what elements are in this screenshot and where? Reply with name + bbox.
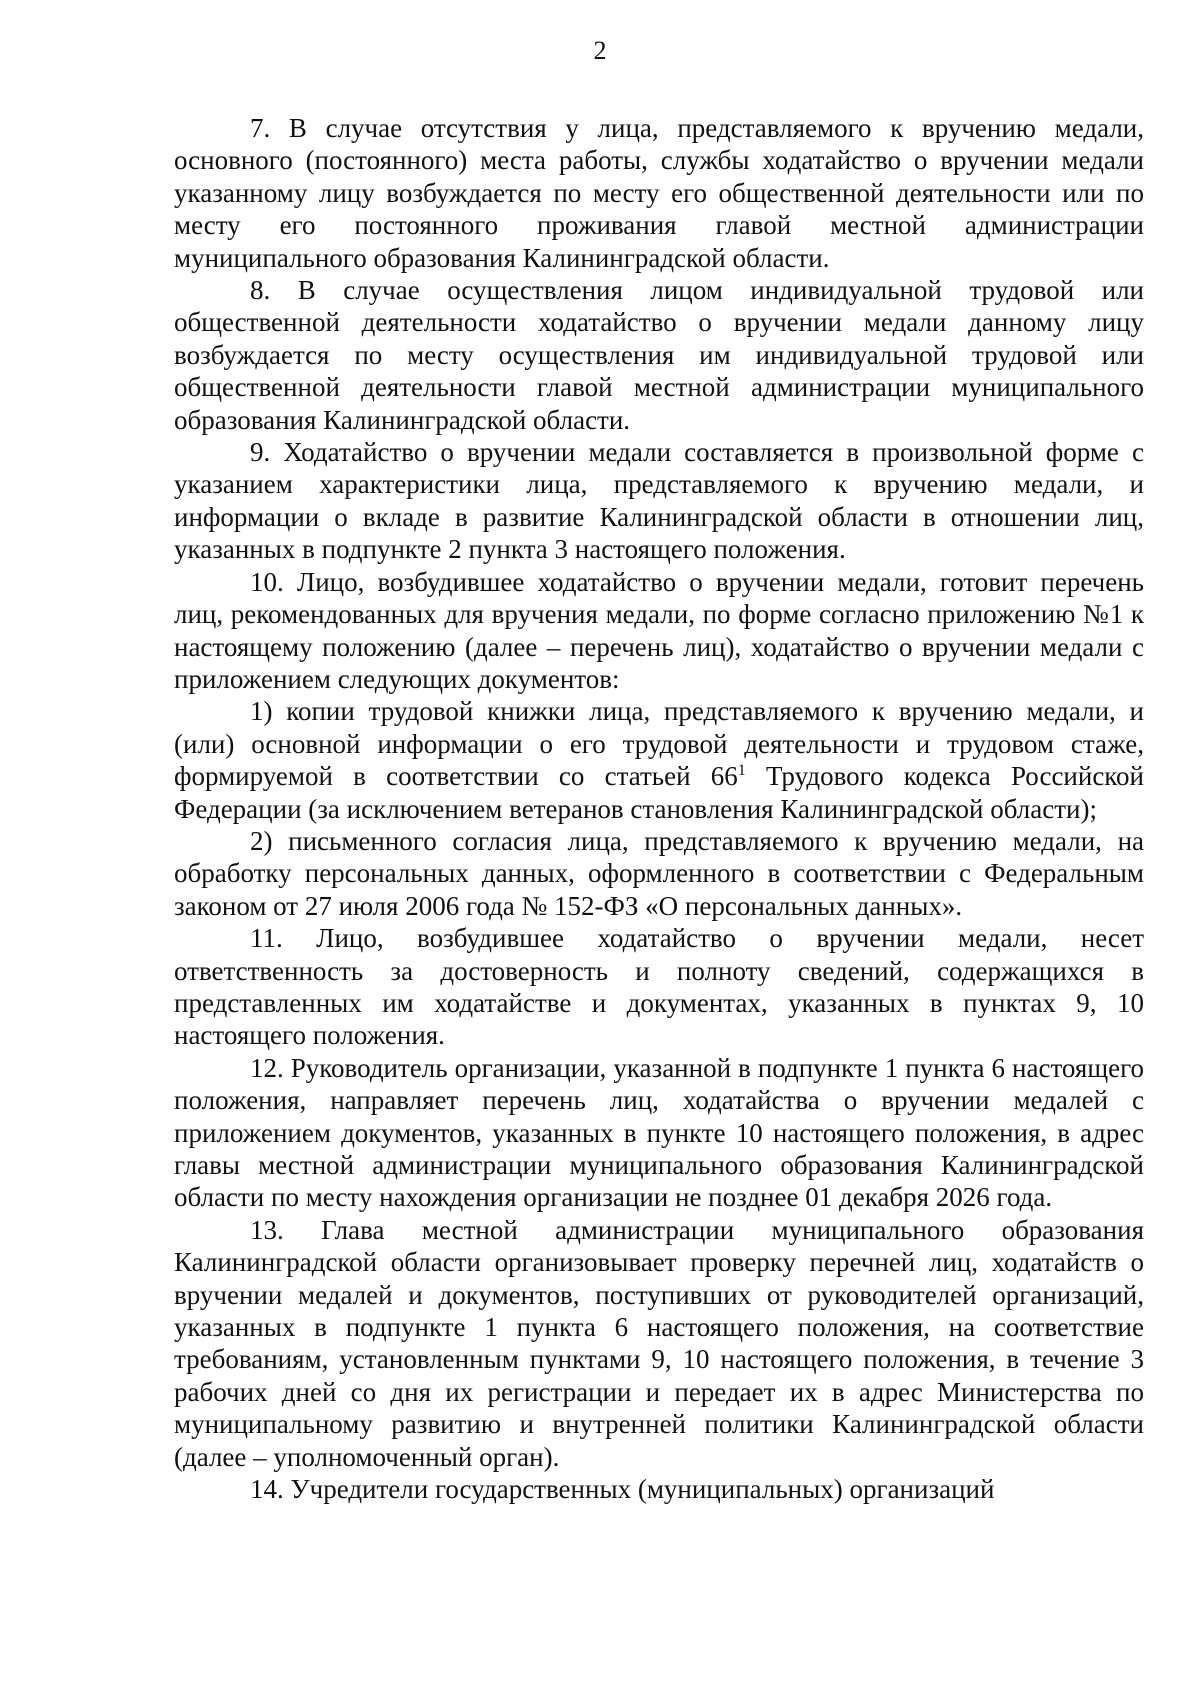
paragraph-13: 13. Глава местной администрации муниципального образования Калининградской области организовывает проверку перечней лиц, ходатайств о вручении медалей и документов, поступивших от руководителей организаций, указанных в подпункте 1 пункта 6 настоящего положения, на соответствие требованиям, установленным пунктами 9, 10 настоящего положения, в течение 3 рабочих дней со дня их регистрации и передает их в адрес Министерства по муниципальному развитию и внутренней политики Калининградской области (далее – уполномоченный орган). xyxy=(174,1214,1144,1472)
paragraph-11: 11. Лицо, возбудившее ходатайство о вручении медали, несет ответственность за достоверность и полноту сведений, содержащихся в представленных им ходатайстве и документах, указанных в пунктах 9, 10 настоящего положения. xyxy=(174,923,1144,1051)
paragraph-10-item-1-text-a: 1) копии трудовой книжки лица, представляемого к вручению медали, и (или) основной информации о его трудовой деятельности и трудовом стаже, формируемой в соответствии со статьей 66 xyxy=(174,696,1144,792)
page-number: 2 xyxy=(593,36,607,65)
paragraph-12: 12. Руководитель организации, указанной в подпункте 1 пункта 6 настоящего положения, направляет перечень лиц, ходатайства о вручении медалей с приложением документов, указанных в пункте 10 настоящего положения, в адрес главы местной администрации муниципального образования Калининградской области по месту нахождения организации не позднее 01 декабря 2026 года. xyxy=(174,1052,1144,1213)
paragraph-9: 9. Ходатайство о вручении медали составляется в произвольной форме с указанием характеристики лица, представляемого к вручению медали, и информации о вкладе в развитие Калининградской области в отношении лиц, указанных в подпункте 2 пункта 3 настоящего положения. xyxy=(174,437,1144,565)
paragraph-10: 10. Лицо, возбудившее ходатайство о вручении медали, готовит перечень лиц, рекомендованных для вручения медали, по форме согласно приложению №1 к настоящему положению (далее – перечень лиц), ходатайство о вручении медали с приложением следующих документов: xyxy=(174,566,1144,694)
paragraph-8: 8. В случае осуществления лицом индивидуальной трудовой или общественной деятельности ходатайство о вручении медали данному лицу возбуждается по месту осуществления им индивидуальной трудовой или общественной деятельности главой местной администрации муниципального образования Калининградской области. xyxy=(174,275,1144,435)
paragraph-7: 7. В случае отсутствия у лица, представляемого к вручению медали, основного (постоянного) места работы, службы ходатайство о вручении медали указанному лицу возбуждается по месту его общественной деятельности или по месту его постоянного проживания главой местной администрации муниципального образования Калининградской области. xyxy=(174,113,1144,273)
paragraph-14: 14. Учредители государственных (муниципальных) организаций xyxy=(250,1474,995,1505)
article-superscript: 1 xyxy=(737,762,746,780)
paragraph-10-item-2: 2) письменного согласия лица, представляемого к вручению медали, на обработку персональных данных, оформленного в соответствии с Федеральным законом от 27 июля 2006 года № 152-ФЗ «О персональных данных». xyxy=(174,825,1144,921)
paragraph-10-item-1-text-b: Трудового кодекса Российской Федерации (за исключением ветеранов становления Калининградской области); xyxy=(174,761,1144,824)
document-body xyxy=(174,112,1144,1505)
paragraph-10-item-1 xyxy=(174,695,1144,825)
